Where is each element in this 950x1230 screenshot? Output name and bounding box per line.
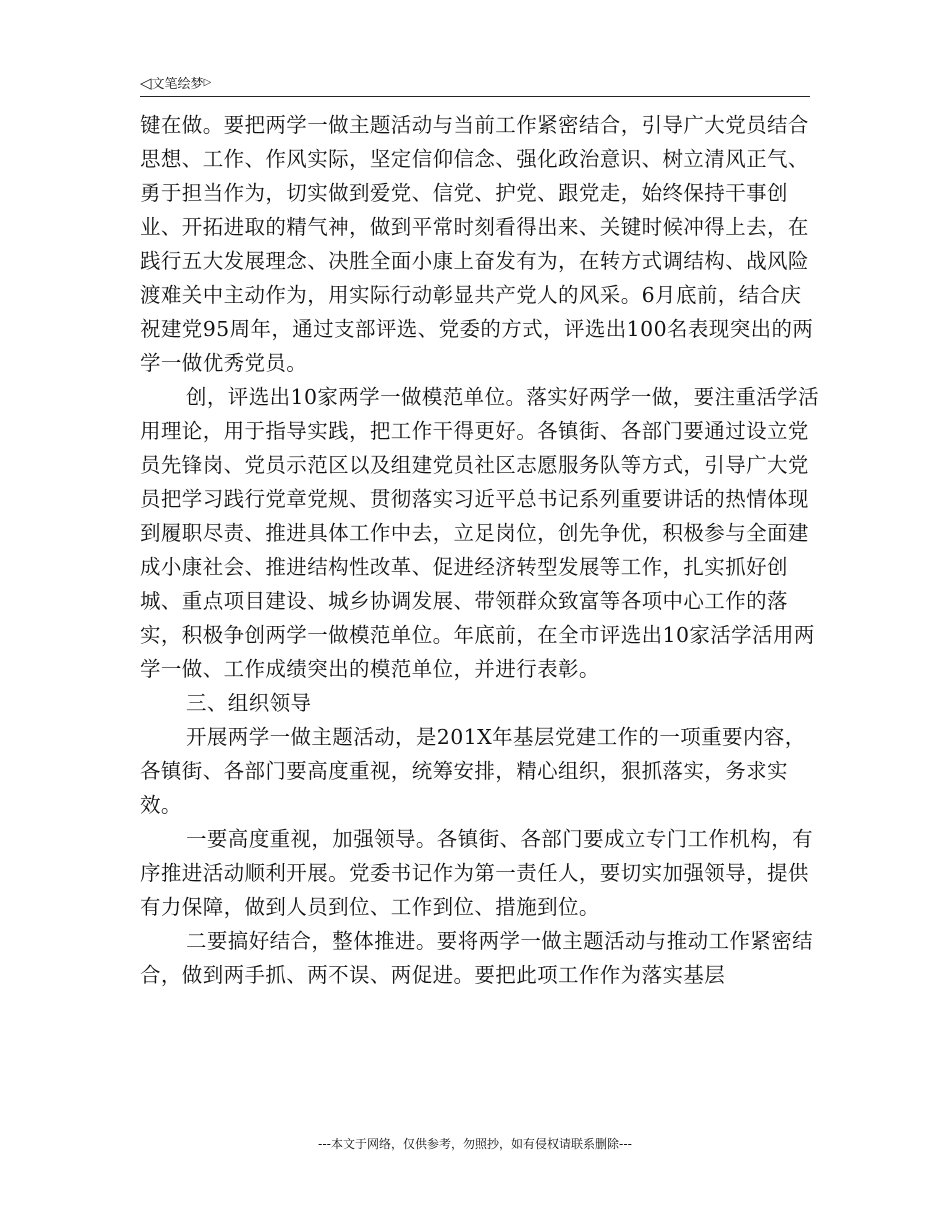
- page-footer: ---本文于网络，仅供参考，勿照抄，如有侵权请联系删除---: [318, 1137, 632, 1151]
- section-heading: 三、组织领导: [186, 691, 312, 715]
- paragraph-2: 创，评选出10家两学一做模范单位。落实好两学一做，要注重活学活用理论，用于指导实践，把工作干得更好。各镇街、各部门要通过设立党员先锋岗、党员示范区以及组建党员社区志愿服务队等方式，引导广大党员把学习践行党章党规、贯彻落实习近平总书记系列重要讲话的热情体现到履职尽责、推进具体工作中去，立足岗位，创先争优，积极参与全面建成小康社会、推进结构性改革、促进经济转型发展等工作，扎实抓好创城、重点项目建设、城乡协调发展、带领群众致富等各项中心工作的落实，积极争创两学一做模范单位。年底前，在全市评选出10家活学活用两学一做、工作成绩突出的模范单位，并进行表彰。: [140, 385, 819, 681]
- paragraph-3: 开展两学一做主题活动，是201X年基层党建工作的一项重要内容，各镇街、各部门要高度重视，统筹安排，精心组织，狠抓落实，务求实效。: [140, 725, 806, 817]
- paragraph-4: 一要高度重视，加强领导。各镇街、各部门要成立专门工作机构，有序推进活动顺利开展。党委书记作为第一责任人，要切实加强领导，提供有力保障，做到人员到位、工作到位、措施到位。: [140, 827, 813, 919]
- left-triangle-icon: ◁: [140, 74, 152, 92]
- paragraph-5: 二要搞好结合，整体推进。要将两学一做主题活动与推动工作紧密结合，做到两手抓、两不误、两促进。要把此项工作作为落实基层: [140, 929, 813, 987]
- page-header: [140, 74, 810, 97]
- header-brand-text: 文笔绘梦: [151, 77, 204, 92]
- document-body: [140, 108, 820, 992]
- header-brand: [140, 74, 211, 94]
- right-triangle-icon: ▷: [203, 77, 212, 88]
- paragraph-1: 键在做。要把两学一做主题活动与当前工作紧密结合，引导广大党员结合思想、工作、作风实际，坚定信仰信念、强化政治意识、树立清风正气、勇于担当作为，切实做到爱党、信党、护党、跟党走，始终保持干事创业、开拓进取的精气神，做到平常时刻看得出来、关键时候冲得上去，在践行五大发展理念、决胜全面小康上奋发有为，在转方式调结构、战风险渡难关中主动作为，用实际行动彰显共产党人的风采。6月底前，结合庆祝建党95周年，通过支部评选、党委的方式，评选出100名表现突出的两学一做优秀党员。: [140, 113, 814, 375]
